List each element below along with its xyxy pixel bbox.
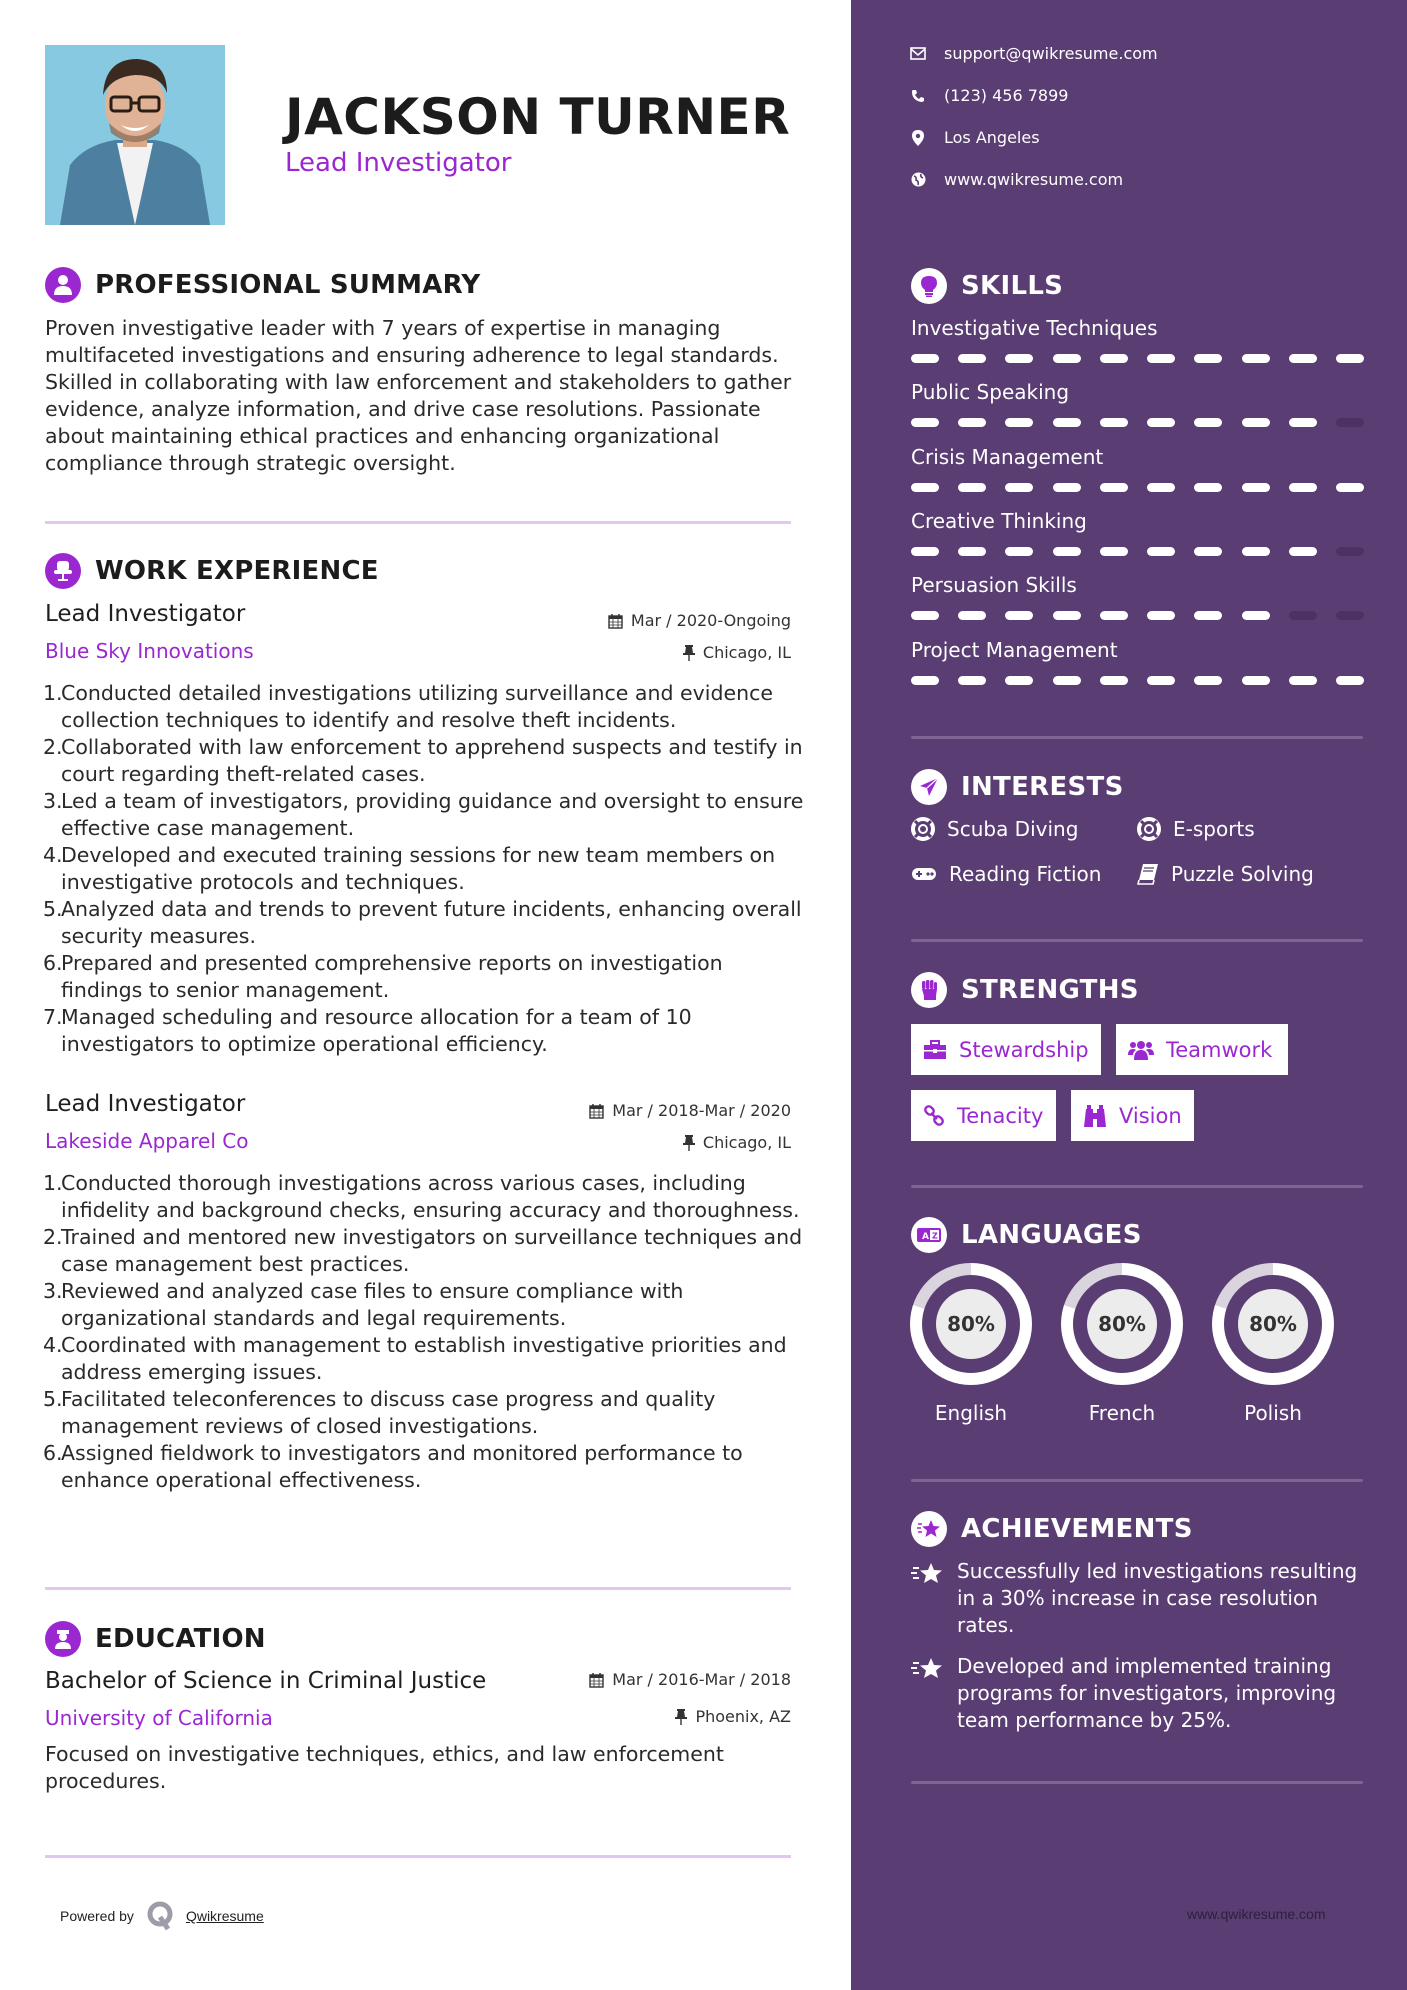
skill-level-dot [1053,418,1081,427]
contact-phone[interactable] [910,86,1068,105]
calendar-icon [608,613,623,629]
achievements-title: ACHIEVEMENTS [961,1514,1193,1544]
shooting-star-icon [911,1511,947,1547]
skill-level-dot [1005,354,1033,363]
job-dates-text: Mar / 2018-Mar / 2020 [612,1101,791,1120]
job-dates [589,1101,791,1120]
section-divider [911,736,1363,739]
skill-level-dot [911,547,939,556]
education-location [675,1707,791,1726]
contact-email[interactable] [910,44,1158,63]
skill-level-dot [911,418,939,427]
phone-text: (123) 456 7899 [944,86,1069,105]
skill-level-dot [1336,676,1364,685]
language-percent: 80% [1087,1289,1157,1359]
candidate-role: Lead Investigator [285,148,512,178]
skill-level-dot [1147,483,1175,492]
skill-level-dot [1242,611,1270,620]
location-text: Los Angeles [944,128,1040,147]
skill-level-dot [958,418,986,427]
paper-plane-icon [911,769,947,805]
job-bullets [45,680,805,1058]
skill-level-dot [1100,418,1128,427]
skill-level-dot [1336,354,1364,363]
skill-level-bar [911,354,1364,363]
list-item: 3. Led a team of investigators, providing guidance and oversight to ensure effective case management. [43,789,804,840]
education-section-header [45,1621,266,1657]
section-divider [45,1587,791,1590]
list-item: 6. Assigned fieldwork to investigators and monitored performance to enhance operational effectiveness. [43,1441,743,1492]
skill-level-dot [911,354,939,363]
experience-title: WORK EXPERIENCE [95,556,379,586]
skill-level-dot [1194,676,1222,685]
skill-level-dot [1289,354,1317,363]
skill-level-dot [1289,483,1317,492]
skill-level-dot [1242,676,1270,685]
skill-level-dot [1336,547,1364,556]
skill-level-dot [1005,676,1033,685]
skill-level-dot [958,483,986,492]
powered-by-label: Powered by [60,1908,134,1924]
skill-level-dot [1194,418,1222,427]
skill-level-dot [1242,483,1270,492]
language-percent: 80% [1238,1289,1308,1359]
skill-level-dot [1194,354,1222,363]
skill-level-dot [1336,418,1364,427]
skill-level-dot [1100,547,1128,556]
skill-level-dot [1053,676,1081,685]
phone-icon [910,89,926,103]
strength-chip: Tenacity [911,1090,1056,1141]
globe-icon [910,172,926,187]
language-item [1061,1263,1183,1425]
skill-level-dot [1336,611,1364,620]
skill-level-dot [1100,611,1128,620]
svg-text:Z: Z [932,1231,938,1241]
skill-level-dot [1005,483,1033,492]
skills-title: SKILLS [961,271,1064,301]
experience-section-header [45,553,379,589]
education-description: Focused on investigative techniques, ethics, and law enforcement procedures. [45,1742,724,1793]
skill-level-dot [911,676,939,685]
language-progress-ring [1212,1263,1334,1385]
list-item: 1. Conducted detailed investigations utilizing surveillance and evidence collection techniques to identify and resolve theft incidents. [43,681,773,732]
skill-level-dot [1336,483,1364,492]
skill-level-bar [911,418,1364,427]
skill-level-dot [1242,418,1270,427]
skill-level-dot [1147,354,1175,363]
job-bullets [45,1170,805,1494]
summary-section-header [45,267,480,303]
list-item: 6. Prepared and presented comprehensive reports on investigation findings to senior management. [43,951,723,1002]
job-company: Blue Sky Innovations [45,639,254,663]
summary-text: Proven investigative leader with 7 years of expertise in managing multifaceted investigations and ensuring adherence to legal standards. Skilled in collaborating with law enforcement and stakeholders to gather evidence, analyze information, and drive case resolutions. Passionate about maintaining ethical practices and enhancing organizational compliance through strategic oversight. [45,316,792,475]
pushpin-icon [683,1135,695,1151]
skill-level-dot [958,547,986,556]
skill-level-dot [1100,676,1128,685]
strengths-section-header [911,972,1139,1008]
skill-level-dot [958,611,986,620]
pushpin-icon [683,645,695,661]
skill-level-dot [1005,611,1033,620]
footer-website[interactable]: www.qwikresume.com [1187,1906,1326,1922]
skill-level-dot [1053,354,1081,363]
candidate-name: JACKSON TURNER [285,88,791,146]
list-item: 5. Facilitated teleconferences to discuss case progress and quality management reviews of closed investigations. [43,1387,716,1438]
job-title: Lead Investigator [45,601,246,627]
language-item [910,1263,1032,1425]
life-ring-icon [911,817,935,841]
job-location-text: Chicago, IL [702,643,791,662]
list-item: 7. Managed scheduling and resource allocation for a team of 10 investigators to optimize operational efficiency. [43,1005,692,1056]
interest-item: E-sports [1137,817,1255,841]
job-dates [608,611,791,630]
language-name: French [1088,1401,1156,1425]
skill-name: Persuasion Skills [911,573,1077,597]
interest-item: Puzzle Solving [1137,862,1314,886]
skill-level-dot [1289,547,1317,556]
skill-level-dot [1005,418,1033,427]
section-divider [911,1185,1363,1188]
section-divider [911,939,1363,942]
skill-level-dot [1194,483,1222,492]
skill-item [911,509,1366,556]
skill-name: Investigative Techniques [911,316,1158,340]
link-icon [923,1105,945,1127]
website-text: www.qwikresume.com [944,170,1124,189]
skill-item [911,638,1366,685]
strengths-title: STRENGTHS [961,975,1139,1005]
skill-level-dot [1147,418,1175,427]
calendar-icon [589,1672,604,1688]
users-icon [1128,1039,1154,1061]
skill-level-dot [1289,676,1317,685]
skill-level-bar [911,547,1364,556]
skill-name: Project Management [911,638,1118,662]
skill-level-dot [1242,547,1270,556]
qwikresume-link[interactable]: Qwikresume [185,1908,264,1924]
achievement-item: Successfully led investigations resulting in a 30% increase in case resolution rates. [911,1558,1366,1639]
chair-icon [45,553,81,589]
envelope-icon [910,47,926,60]
powered-by [60,1901,264,1931]
skill-name: Public Speaking [911,380,1070,404]
qwikresume-logo-icon [146,1901,174,1931]
skill-level-dot [1147,547,1175,556]
list-item: 3. Reviewed and analyzed case files to ensure compliance with organizational standards and legal requirements. [43,1279,684,1330]
shooting-star-icon [911,1558,943,1639]
job-location [683,643,791,662]
education-location-text: Phoenix, AZ [695,1707,791,1726]
skill-level-dot [1147,611,1175,620]
skill-name: Creative Thinking [911,509,1087,533]
achievement-item: Developed and implemented training programs for investigators, improving team performance by 25%. [911,1653,1366,1734]
job-title: Lead Investigator [45,1091,246,1117]
skills-section-header [911,268,1063,304]
skill-level-dot [958,676,986,685]
shooting-star-icon [911,1653,943,1734]
education-title: EDUCATION [95,1624,266,1654]
section-divider [45,1855,791,1858]
skill-level-dot [1053,547,1081,556]
list-item: 5. Analyzed data and trends to prevent future incidents, enhancing overall security measures. [43,897,802,948]
skill-level-dot [1053,611,1081,620]
life-ring-icon [1137,817,1161,841]
education-dates [589,1670,791,1689]
strength-chip: Stewardship [911,1024,1101,1075]
strength-chip: Teamwork [1116,1024,1288,1075]
skill-item [911,380,1366,427]
job-company: Lakeside Apparel Co [45,1129,249,1153]
list-item: 2. Collaborated with law enforcement to apprehend suspects and testify in court regarding theft-related cases. [43,735,803,786]
skill-level-dot [1100,354,1128,363]
user-icon [45,267,81,303]
skill-item [911,445,1366,492]
list-item: 1. Conducted thorough investigations across various cases, including infidelity and background checks, ensuring accuracy and thoroughness. [43,1171,800,1222]
gamepad-icon [911,866,937,882]
graduate-icon [45,1621,81,1657]
achievements-section-header [911,1511,1193,1547]
translate-icon [911,1217,947,1253]
map-pin-icon [910,130,926,146]
language-progress-ring [910,1263,1032,1385]
skill-level-dot [1289,418,1317,427]
interests-section-header [911,769,1124,805]
skill-level-bar [911,676,1364,685]
skill-item [911,573,1366,620]
skill-level-dot [1053,483,1081,492]
section-divider [911,1479,1363,1482]
language-item [1212,1263,1334,1425]
list-item: 4. Developed and executed training sessions for new team members on investigative protocols and techniques. [43,843,776,894]
section-divider [45,521,791,524]
skill-level-dot [1194,547,1222,556]
skill-level-dot [1242,354,1270,363]
skill-level-bar [911,611,1364,620]
pushpin-icon [675,1709,687,1725]
languages-title: LANGUAGES [961,1220,1142,1250]
degree-title: Bachelor of Science in Criminal Justice [45,1668,487,1694]
binoculars-icon [1083,1104,1107,1128]
skill-level-dot [1194,611,1222,620]
email-text: support@qwikresume.com [944,44,1158,63]
fist-icon [911,972,947,1008]
skill-name: Crisis Management [911,445,1104,469]
summary-title: PROFESSIONAL SUMMARY [95,270,481,300]
language-name: Polish [1244,1401,1302,1425]
skill-level-bar [911,483,1364,492]
lightbulb-icon [911,268,947,304]
skill-item [911,316,1366,363]
contact-location [910,128,1040,147]
language-name: English [934,1401,1008,1425]
interest-item: Scuba Diving [911,817,1078,841]
language-progress-ring [1061,1263,1183,1385]
briefcase-icon [923,1040,947,1060]
profile-photo [45,45,225,225]
languages-section-header [911,1217,1142,1253]
strength-chip: Vision [1071,1090,1194,1141]
job-location [683,1133,791,1152]
svg-text:A: A [922,1232,929,1242]
interests-title: INTERESTS [961,772,1124,802]
education-dates-text: Mar / 2016-Mar / 2018 [612,1670,791,1689]
language-percent: 80% [936,1289,1006,1359]
section-divider [911,1781,1363,1784]
interest-item: Reading Fiction [911,862,1101,886]
job-location-text: Chicago, IL [702,1133,791,1152]
list-item: 2. Trained and mentored new investigators on surveillance techniques and case management best practices. [43,1225,803,1276]
job-dates-text: Mar / 2020-Ongoing [630,611,791,630]
contact-website[interactable] [910,170,1123,189]
skill-level-dot [911,611,939,620]
skill-level-dot [911,483,939,492]
skill-level-dot [958,354,986,363]
list-item: 4. Coordinated with management to establish investigative priorities and address emerging issues. [43,1333,787,1384]
skill-level-dot [1100,483,1128,492]
skill-level-dot [1005,547,1033,556]
book-icon [1137,863,1159,885]
calendar-icon [589,1103,604,1119]
skill-level-dot [1289,611,1317,620]
school-name: University of California [45,1706,273,1730]
skill-level-dot [1147,676,1175,685]
